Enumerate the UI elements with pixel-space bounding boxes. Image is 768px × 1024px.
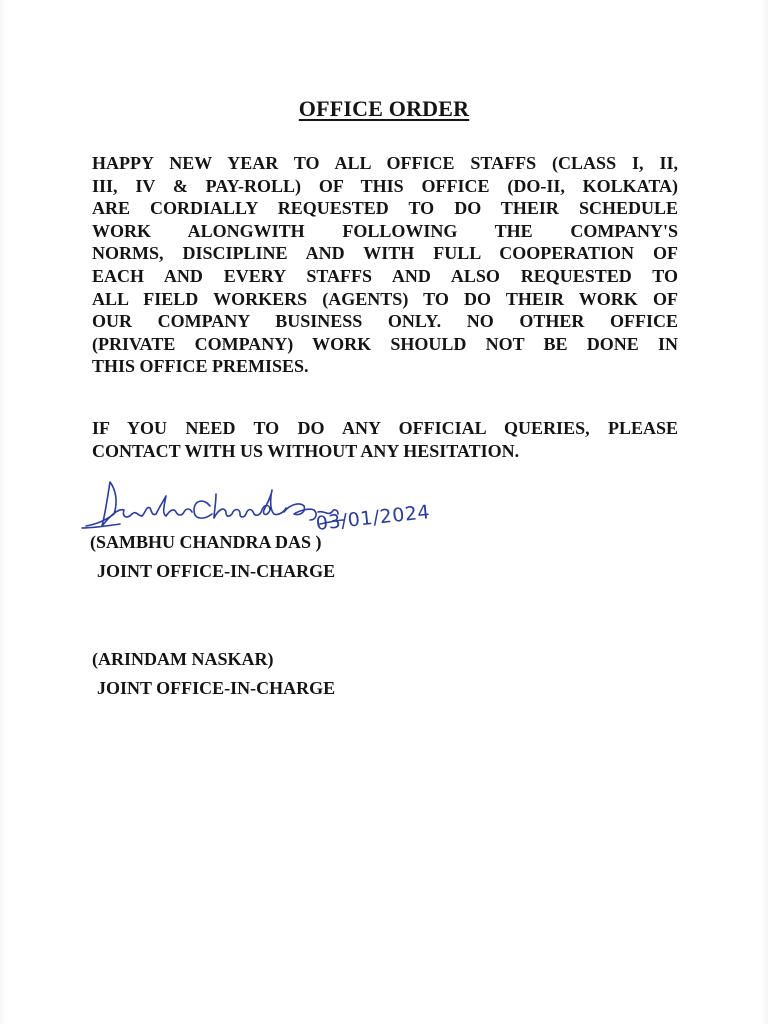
paragraph-line: WORK ALONGWITH FOLLOWING THE COMPANY'S <box>92 220 678 241</box>
signatory-name: (ARINDAM NASKAR) <box>92 649 274 669</box>
paragraph-line: EACH AND EVERY STAFFS AND ALSO REQUESTED TO <box>92 265 678 286</box>
paragraph-line: (PRIVATE COMPANY) WORK SHOULD NOT BE DONE IN <box>92 333 678 354</box>
paragraph-queries <box>92 417 678 462</box>
paragraph-line: THIS OFFICE PREMISES. <box>92 356 309 377</box>
paragraph-line: OUR COMPANY BUSINESS ONLY. NO OTHER OFFICE <box>92 311 678 332</box>
signature-date: 03/01/2024 <box>314 501 432 535</box>
paragraph-line: ARE CORDIALLY REQUESTED TO DO THEIR SCHEDULE <box>92 198 678 219</box>
signatory-designation: JOINT OFFICE-IN-CHARGE <box>97 678 336 698</box>
paragraph-line: NORMS, DISCIPLINE AND WITH FULL COOPERATION OF <box>92 243 678 264</box>
paragraph-line: III, IV & PAY-ROLL) OF THIS OFFICE (DO-II, KOLKATA) <box>92 175 678 196</box>
signatory-designation: JOINT OFFICE-IN-CHARGE <box>97 561 336 581</box>
signatory-name: (SAMBHU CHANDRA DAS ) <box>90 532 322 552</box>
paragraph-line: HAPPY NEW YEAR TO ALL OFFICE STAFFS (CLASS I, II, <box>92 153 678 173</box>
paragraph-line: ALL FIELD WORKERS (AGENTS) TO DO THEIR WORK OF <box>92 288 678 309</box>
paragraph-line: CONTACT WITH US WITHOUT ANY HESITATION. <box>92 440 520 461</box>
paragraph-main <box>92 152 678 378</box>
document-title: OFFICE ORDER <box>298 96 470 121</box>
paragraph-line: IF YOU NEED TO DO ANY OFFICIAL QUERIES, PLEASE <box>92 418 678 438</box>
